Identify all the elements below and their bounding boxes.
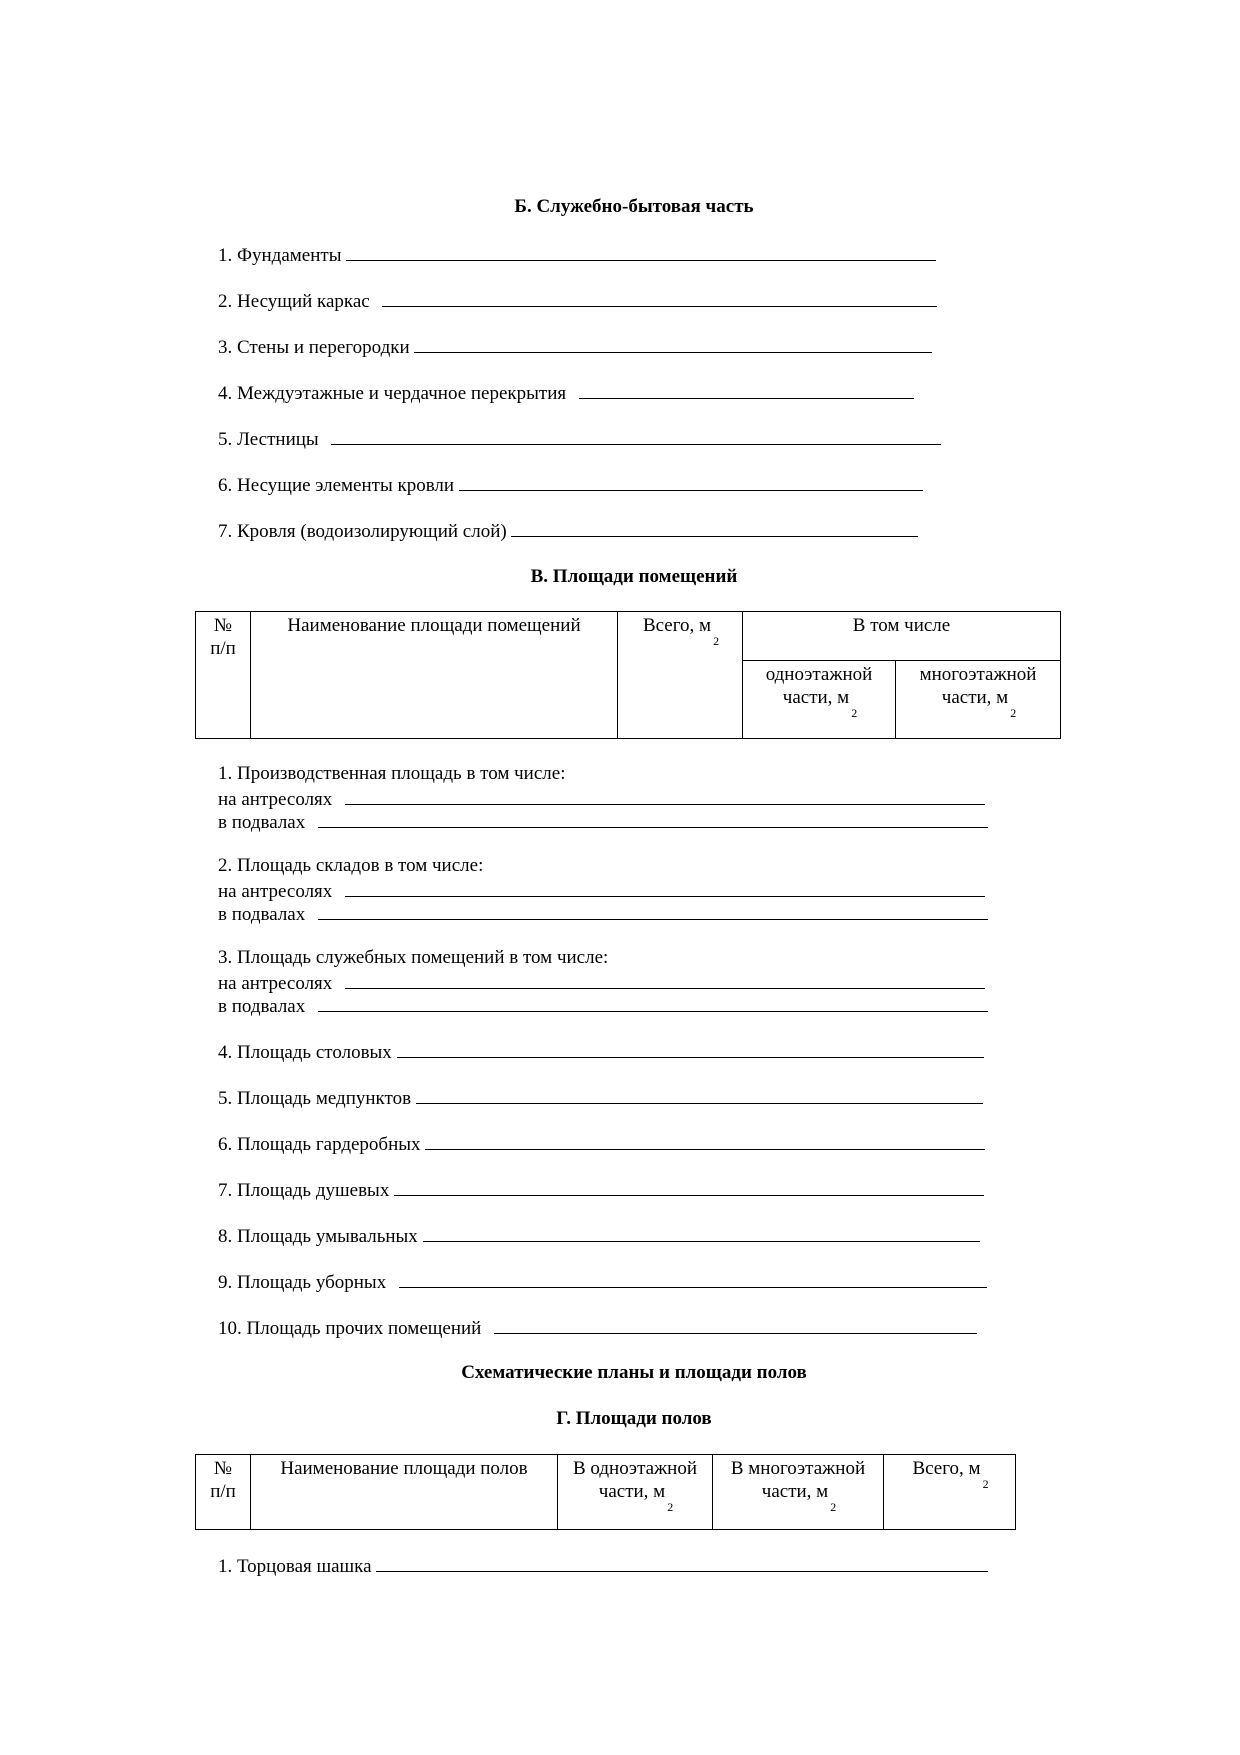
field-warehouse-basement: в подвалах [218, 901, 988, 926]
field-other-rooms: 10. Площадь прочих помещений [218, 1315, 977, 1340]
field-warehouse-mezzanine: на антресолях [218, 878, 985, 903]
blank-line[interactable] [494, 1315, 977, 1334]
field-production-basement: в подвалах [218, 809, 988, 834]
field-showers: 7. Площадь душевых [218, 1177, 984, 1202]
col-one-storey-header: В одноэтажной части, $м_2$ [558, 1455, 713, 1530]
blank-line[interactable] [425, 1131, 985, 1150]
field-roof-elements [218, 472, 923, 497]
field-label: 1. Фундаменты [218, 245, 342, 266]
field-washrooms: 8. Площадь умывальных [218, 1223, 980, 1248]
field-label: 6. Несущие элементы кровли [218, 475, 455, 496]
field-end-block: 1. Торцовая шашка [218, 1553, 988, 1578]
blank-line[interactable] [416, 1085, 983, 1104]
col-total-header: Всего, $м_2$ [884, 1455, 1016, 1530]
field-cloakrooms: 6. Площадь гардеробных [218, 1131, 985, 1156]
field-service-mezzanine: на антресолях [218, 970, 985, 995]
field-label: 7. Кровля (водоизолирующий слой) [218, 521, 507, 542]
blank-line[interactable] [399, 1269, 987, 1288]
field-label: 3. Стены и перегородки [218, 337, 410, 358]
field-service-basement: в подвалах [218, 993, 988, 1018]
field-medical: 5. Площадь медпунктов [218, 1085, 983, 1110]
field-label: 4. Междуэтажные и чердачное перекрытия [218, 383, 567, 404]
col-including-header: В том числе [743, 612, 1061, 661]
blank-line[interactable] [331, 426, 941, 445]
field-canteens: 4. Площадь столовых [218, 1039, 984, 1064]
group-warehouse-title: 2. Площадь складов в том числе: [218, 855, 484, 876]
field-production-mezzanine: на антресолях [218, 786, 985, 811]
blank-line[interactable] [318, 809, 988, 828]
schematic-title: Схематические планы и площади полов [461, 1362, 807, 1383]
section-v-title: В. Площади помещений [530, 566, 738, 587]
col-number-header: № п/п [196, 1455, 251, 1530]
blank-line[interactable] [318, 993, 988, 1012]
blank-line[interactable] [318, 901, 988, 920]
col-name-header: Наименование площади помещений [251, 612, 618, 739]
floor-area-table [195, 1454, 1016, 1530]
col-multi-storey-header: многоэтажной части, $м_2$ [896, 661, 1061, 739]
blank-line[interactable] [459, 472, 923, 491]
blank-line[interactable] [511, 518, 918, 537]
blank-line[interactable] [345, 786, 985, 805]
group-production-title: 1. Производственная площадь в том числе: [218, 763, 566, 784]
blank-line[interactable] [579, 380, 914, 399]
col-multi-storey-header: В многоэтажной части, $м_2$ [713, 1455, 884, 1530]
rooms-area-table [195, 611, 1061, 739]
field-stairs [218, 426, 941, 451]
blank-line[interactable] [397, 1039, 984, 1058]
blank-line[interactable] [345, 970, 985, 989]
field-toilets: 9. Площадь уборных [218, 1269, 987, 1294]
col-number-header: № п/п [196, 612, 251, 739]
blank-line[interactable] [376, 1553, 988, 1572]
blank-line[interactable] [414, 334, 932, 353]
field-roofing [218, 518, 918, 543]
field-walls [218, 334, 932, 359]
section-b-title: Б. Служебно-бытовая часть [514, 196, 754, 217]
field-foundations [218, 242, 936, 267]
blank-line[interactable] [423, 1223, 980, 1242]
section-g-title: Г. Площади полов [556, 1408, 712, 1429]
col-name-header: Наименование площади полов [251, 1455, 558, 1530]
group-service-title: 3. Площадь служебных помещений в том числе: [218, 947, 609, 968]
col-one-storey-header: одноэтажной части, $м_2$ [743, 661, 896, 739]
blank-line[interactable] [382, 288, 937, 307]
col-total-header: Всего, $м_2$ [618, 612, 743, 739]
blank-line[interactable] [346, 242, 936, 261]
field-label: 5. Лестницы [218, 429, 319, 450]
field-label: 2. Несущий каркас [218, 291, 370, 312]
field-floors [218, 380, 914, 405]
field-load-frame [218, 288, 937, 313]
blank-line[interactable] [394, 1177, 984, 1196]
blank-line[interactable] [345, 878, 985, 897]
